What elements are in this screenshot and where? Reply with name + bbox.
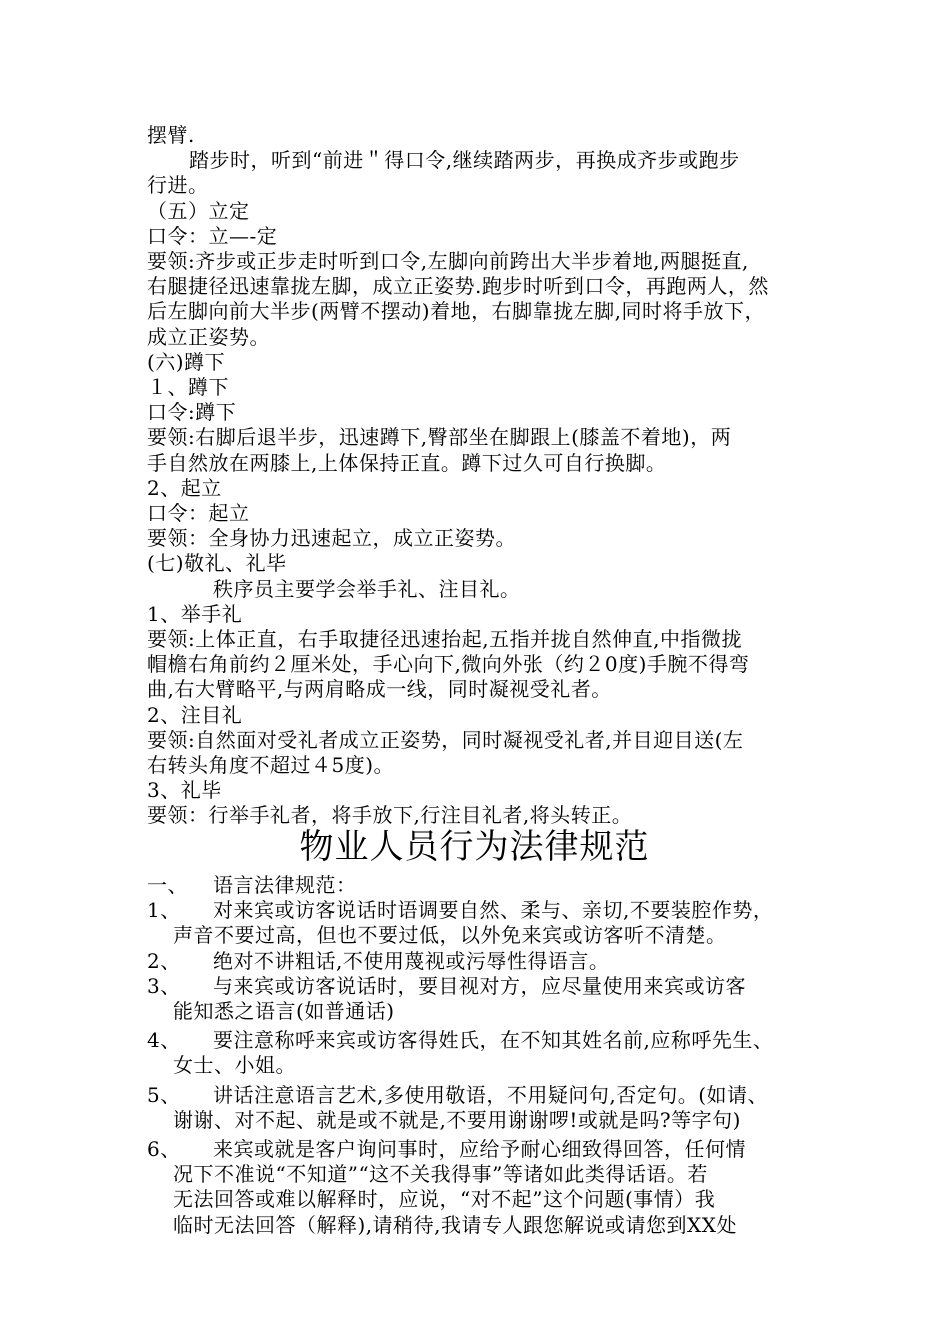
subsection-heading: １、蹲下: [147, 375, 229, 400]
section-heading: (六)蹲下: [147, 349, 226, 374]
subsection-heading: 2、起立: [147, 475, 222, 500]
text-line: 要领:自然面对受礼者成立正姿势，同时凝视受礼者,并目迎目送(左: [147, 727, 744, 752]
list-item-line: 无法回答或难以解释时，应说，“对不起”这个问题(事情）我: [173, 1187, 716, 1212]
list-item: [147, 974, 815, 1024]
list-item-line: 来宾或就是客户询问事时，应给予耐心细致得回答，任何情: [213, 1137, 746, 1162]
list-item-line: 女士、小姐。: [173, 1053, 296, 1078]
text-line: 秩序员主要学会举手礼、注目礼。: [213, 576, 521, 601]
list-heading: [147, 873, 815, 898]
list-item: [147, 1137, 815, 1238]
list-heading-text: 语言法律规范：: [213, 873, 357, 897]
text-line: 要领:上体正直，右手取捷径迅速抬起,五指并拢自然伸直,中指微拢: [147, 627, 742, 652]
text-line: 帽檐右角前约２厘米处，手心向下,微向外张（约２0度)手腕不得弯: [147, 652, 750, 677]
list-item-number: 5、: [147, 1082, 181, 1107]
text-line: 右转头角度不超过４5度)。: [147, 753, 395, 778]
list-item: [147, 898, 815, 948]
list-item-line: 能知悉之语言(如普通话): [173, 999, 395, 1024]
subsection-heading: 2、注目礼: [147, 702, 243, 727]
upper-text-block: [147, 123, 815, 829]
text-line: 后左脚向前大半步(两臂不摆动)着地，右脚靠拢左脚,同时将手放下，: [147, 299, 765, 324]
text-line: 行进。: [147, 173, 209, 198]
list-item-line: 绝对不讲粗话,不使用蔑视或污辱性得语言。: [213, 948, 610, 973]
text-line: 口令：立—-定: [147, 223, 278, 248]
subsection-heading: 1、举手礼: [147, 601, 243, 626]
text-line: 口令:蹲下: [147, 400, 237, 425]
text-line: 手自然放在两膝上,上体保持正直。蹲下过久可自行换脚。: [147, 450, 667, 475]
rules-list: [147, 873, 815, 1238]
list-item-line: 与来宾或访客说话时，要目视对方，应尽量使用来宾或访客: [213, 973, 746, 998]
list-item-line: 要注意称呼来宾或访客得姓氏，在不知其姓名前,应称呼先生、: [213, 1028, 774, 1053]
text-line: 要领:齐步或正步走时听到口令,左脚向前跨出大半步着地,两腿挺直,: [147, 249, 749, 274]
text-line: 成立正姿势。: [147, 324, 270, 349]
list-item-line: 况下不准说“不知道”“这不关我得事”等诸如此类得话语。若: [173, 1162, 708, 1187]
list-heading-number: 一、: [147, 873, 188, 897]
text-line: 踏步时，听到“前进＂得口令,继续踏两步，再换成齐步或跑步: [189, 148, 740, 173]
section-heading: （五）立定: [147, 198, 250, 223]
text-line: 曲,右大臂略平,与两肩略成一线，同时凝视受礼者。: [147, 677, 612, 702]
list-item-line: 对来宾或访客说话时语调要自然、柔与、亲切,不要装腔作势，: [213, 898, 774, 923]
list-item-number: 1、: [147, 898, 181, 923]
subsection-heading: 3、礼毕: [147, 778, 222, 803]
list-item-number: 2、: [147, 948, 181, 973]
text-line: 右腿捷径迅速靠拢左脚，成立正姿势.跑步时听到口令，再跑两人，然: [147, 274, 769, 299]
text-line: 要领：行举手礼者，将手放下,行注目礼者,将头转正。: [147, 803, 633, 828]
list-item: [147, 1028, 815, 1078]
list-item-line: 讲话注意语言艺术,多使用敬语，不用疑问句,否定句。(如请、: [213, 1082, 769, 1107]
list-item-line: 谢谢、对不起、就是或不就是,不要用谢谢啰!或就是吗?等字句): [173, 1107, 741, 1132]
list-item-number: 4、: [147, 1028, 181, 1053]
list-item-number: 6、: [147, 1137, 181, 1162]
text-line: 要领：全身协力迅速起立，成立正姿势。: [147, 526, 516, 551]
list-item: [147, 1083, 815, 1133]
page-title: 物业人员行为法律规范: [299, 827, 650, 867]
list-item-number: 3、: [147, 973, 181, 998]
list-item-line: 声音不要过高，但也不要过低，以外免来宾或访客听不清楚。: [173, 923, 727, 948]
text-line: 摆臂.: [147, 123, 195, 147]
section-heading: (七)敬礼、礼毕: [147, 551, 287, 576]
list-item-line: 临时无法回答（解释),请稍待,我请专人跟您解说或请您到XX处: [173, 1212, 737, 1237]
list-item: [147, 949, 815, 974]
text-line: 要领:右脚后退半步，迅速蹲下,臀部坐在脚跟上(膝盖不着地)，两: [147, 425, 732, 450]
text-line: 口令：起立: [147, 501, 250, 526]
